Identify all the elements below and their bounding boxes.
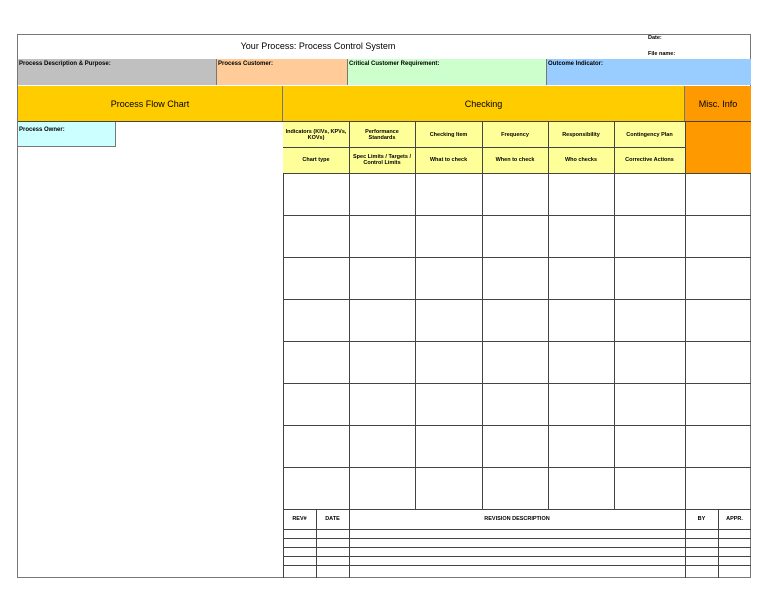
header-what-to-check: What to check bbox=[429, 157, 468, 163]
checking-header bbox=[283, 86, 685, 121]
process-description-field[interactable] bbox=[18, 59, 217, 85]
process-customer-label: Process Customer: bbox=[218, 61, 274, 67]
rev-by-header: BY bbox=[697, 516, 706, 522]
misc-info-title: Misc. Info bbox=[698, 98, 738, 109]
outcome-indicator-field[interactable] bbox=[547, 59, 751, 85]
misc-info-header bbox=[685, 86, 751, 121]
header-chart-type: Chart type bbox=[302, 157, 330, 163]
outcome-indicator-label: Outcome Indicator: bbox=[548, 61, 604, 67]
critical-requirement-label: Critical Customer Requirement: bbox=[349, 61, 440, 67]
header-indicators: Indicators (KIVs, KPVs, KOVs) bbox=[285, 128, 347, 141]
header-corrective-actions: Corrective Actions bbox=[625, 157, 674, 163]
misc-info-block bbox=[685, 122, 751, 173]
rev-approved-header: APPR. bbox=[726, 516, 743, 522]
header-frequency: Frequency bbox=[501, 131, 529, 138]
header-who-checks: Who checks bbox=[564, 157, 598, 163]
header-checking-item: Checking Item bbox=[429, 131, 468, 138]
file-name-label: File name: bbox=[648, 51, 676, 57]
control-system-sheet bbox=[17, 34, 751, 578]
revision-table bbox=[283, 509, 751, 578]
process-owner-field[interactable] bbox=[18, 122, 116, 147]
date-label: Date: bbox=[648, 35, 662, 41]
header-performance-standards: Performance Standards bbox=[365, 128, 399, 141]
header-row-1 bbox=[283, 122, 685, 147]
process-owner-label: Process Owner: bbox=[19, 127, 65, 133]
header-spec-limits: Spec Limits / Targets / Control Limits bbox=[353, 154, 411, 166]
page-title: Your Process: Process Control System bbox=[240, 41, 396, 51]
process-description-label: Process Description & Purpose: bbox=[19, 61, 111, 67]
checking-title: Checking bbox=[464, 98, 503, 109]
process-customer-field[interactable] bbox=[217, 59, 348, 85]
header-row-2 bbox=[283, 147, 685, 173]
critical-requirement-field[interactable] bbox=[348, 59, 547, 85]
header-contingency-plan: Contingency Plan bbox=[626, 131, 673, 138]
header-responsibility: Responsibility bbox=[562, 131, 600, 138]
revision-description-header: REVISION DESCRIPTION bbox=[484, 516, 550, 522]
header-when-to-check: When to check bbox=[495, 157, 535, 163]
rev-number-header: REV# bbox=[292, 516, 307, 522]
flow-chart-header bbox=[18, 86, 283, 121]
flow-chart-title: Process Flow Chart bbox=[110, 98, 190, 109]
rev-date-header: DATE bbox=[325, 516, 340, 522]
